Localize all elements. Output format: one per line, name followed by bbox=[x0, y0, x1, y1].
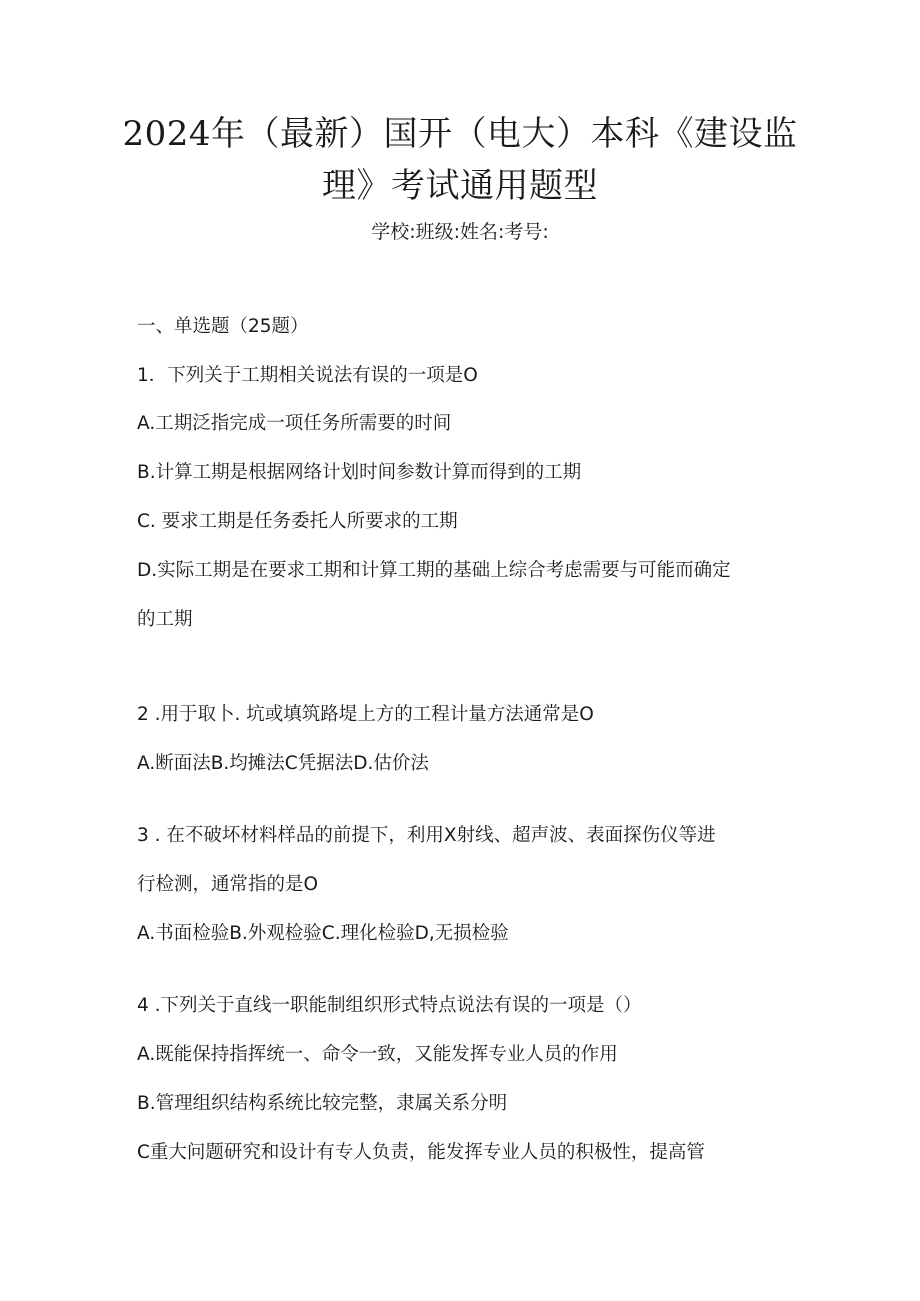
question-stem-3-continued: 行检测，通常指的是O bbox=[137, 874, 319, 895]
section-heading: 一、单选题（25题） bbox=[137, 316, 309, 337]
question-stem-1: 1．下列关于工期相关说法有误的一项是O bbox=[137, 365, 478, 386]
question-1-option-a: A.工期泛指完成一项任务所需要的时间 bbox=[137, 413, 452, 434]
question-2-options: A.断面法B.均摊法C凭据法D.估价法 bbox=[137, 753, 429, 774]
question-4-option-c: C重大问题研究和设计有专人负责，能发挥专业人员的积极性，提高管 bbox=[137, 1142, 705, 1163]
question-stem-4: 4 .下列关于直线一职能制组织形式特点说法有误的一项是（） bbox=[137, 995, 642, 1016]
question-4-option-a: A.既能保持指挥统一、命令一致，又能发挥专业人员的作用 bbox=[137, 1044, 618, 1065]
question-1-option-b: B.计算工期是根据网络计划时间参数计算而得到的工期 bbox=[137, 462, 582, 483]
student-info-line: 学校:班级:姓名:考号: bbox=[371, 221, 549, 243]
question-3-options: A.书面检验B.外观检验C.理化检验D,无损检验 bbox=[137, 923, 509, 944]
question-stem-3: 3 . 在不破坏材料样品的前提下，利用X射线、超声波、表面探伤仪等进 bbox=[137, 825, 716, 846]
document-title bbox=[120, 108, 800, 212]
question-stem-2: 2 .用于取卜. 坑或填筑路堤上方的工程计量方法通常是O bbox=[137, 704, 594, 725]
question-1-option-c: C. 要求工期是任务委托人所要求的工期 bbox=[137, 511, 458, 532]
question-1-option-d: D.实际工期是在要求工期和计算工期的基础上综合考虑需要与可能而确定 bbox=[137, 560, 731, 581]
question-1-option-d-continued: 的工期 bbox=[137, 609, 193, 630]
question-4-option-b: B.管理组织结构系统比较完整，隶属关系分明 bbox=[137, 1093, 508, 1114]
title-line-2: 理》考试通用题型 bbox=[322, 166, 598, 206]
title-line-1: 2024年（最新）国开（电大）本科《建设监 bbox=[122, 114, 798, 154]
